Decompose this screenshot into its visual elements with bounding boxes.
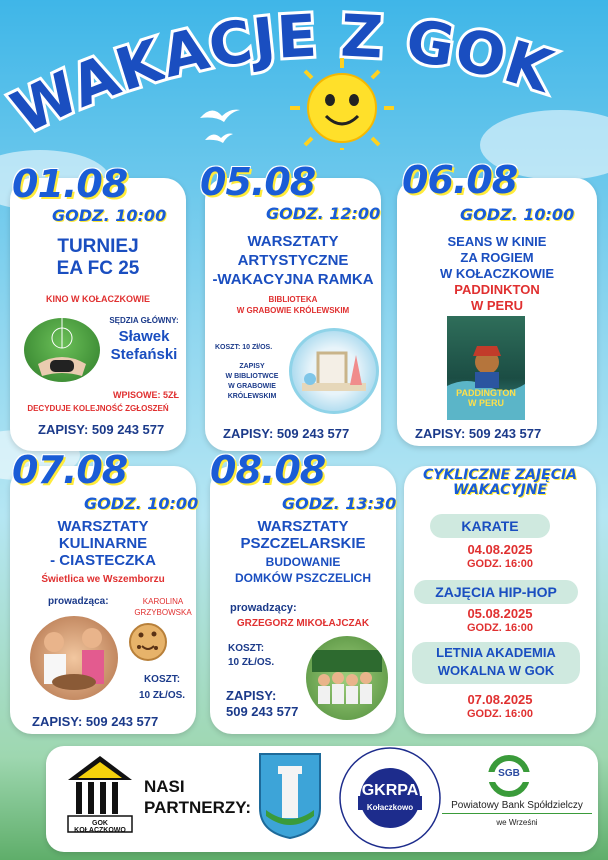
event-date: 06.08	[402, 158, 518, 202]
event-date: 08.08	[210, 448, 326, 492]
event-signup: ZAPISY: 509 243 577	[38, 422, 165, 437]
birds-icon	[200, 110, 240, 143]
leader-name: GRZYBOWSKA	[134, 608, 192, 617]
event-title-line: W KOŁACZKOWIE	[439, 266, 555, 281]
event-time: GODZ. 10:00	[52, 206, 167, 225]
event-cost: KOSZT:	[143, 674, 181, 685]
poster-title: PADDINGTON	[456, 388, 516, 398]
event-time: GODZ. 13:30	[282, 494, 397, 513]
event-note: KRÓLEWSKIM	[227, 393, 277, 400]
event-signup: ZAPISY: 509 243 577	[223, 426, 350, 441]
frame-craft-photo	[289, 328, 379, 414]
event-signup: ZAPISY:	[226, 688, 277, 703]
event-title-line: ZA ROGIEM	[460, 250, 534, 265]
event-place: KINO W KOŁACZKOWIE	[46, 294, 150, 304]
gkrpa-logo-text: GKRPA	[361, 782, 419, 799]
leader-name: KAROLINA	[142, 597, 184, 606]
cyclic-item-name: LETNIA AKADEMIA	[436, 645, 556, 660]
cyclic-item-time: GODZ. 16:00	[466, 622, 534, 634]
event-order-note: DECYDUJE KOLEJNOŚĆ ZGŁOSZEŃ	[27, 404, 169, 413]
event-date: 01.08	[12, 162, 128, 206]
leader-name: GRZEGORZ MIKOŁAJCZAK	[236, 618, 370, 629]
cyclic-item-date: 07.08.2025	[467, 692, 533, 707]
event-signup: ZAPISY: 509 243 577	[415, 426, 542, 441]
leader-label: prowadzący:	[230, 602, 297, 614]
event-title-line: -WAKACYJNA RAMKA	[212, 271, 374, 288]
event-cost: 10 ZŁ/OS.	[228, 657, 275, 668]
event-title-line: BUDOWANIE	[265, 555, 341, 569]
gaming-photo	[24, 318, 100, 382]
event-note: W GRABOWIE	[228, 383, 276, 390]
event-note: W BIBLIOTWCE	[225, 373, 279, 380]
event-place: BIBLIOTEKA	[268, 295, 318, 304]
event-place: W GRABOWIE KRÓLEWSKIM	[236, 306, 350, 315]
event-title-line: WARSZTATY	[247, 233, 339, 250]
event-title-line: SEANS W KINIE	[447, 234, 547, 249]
event-place: Świetlica we Wszemborzu	[41, 574, 165, 585]
event-time: GODZ. 12:00	[266, 204, 381, 223]
cyclic-item-time: GODZ. 16:00	[466, 708, 534, 720]
partners-bar	[46, 746, 598, 852]
cookie-icon	[126, 620, 170, 664]
referee-label: SĘDZIA GŁÓWNY:	[109, 316, 179, 325]
event-title-line: WARSZTATY	[57, 518, 149, 535]
referee-name: Sławek	[118, 328, 170, 345]
leader-label: prowadząca:	[48, 596, 109, 607]
event-time: GODZ. 10:00	[460, 205, 575, 224]
movie-poster	[447, 316, 525, 420]
event-title-line: EA FC 25	[56, 258, 140, 279]
coat-of-arms-icon	[258, 752, 322, 840]
event-title-line: PSZCZELARSKIE	[240, 535, 366, 552]
partners-label: NASI	[144, 777, 185, 796]
cyclic-item-time: GODZ. 16:00	[466, 558, 534, 570]
cyclic-item-date: 04.08.2025	[467, 542, 533, 557]
event-title-line: ARTYSTYCZNE	[237, 252, 349, 269]
cyclic-item-date: 05.08.2025	[467, 606, 533, 621]
title-banner	[0, 0, 608, 150]
beekeeping-photo	[306, 636, 388, 720]
gok-logo-text: GOK KOŁACZKOWO	[74, 820, 126, 834]
poster-title: W PERU	[468, 398, 504, 408]
event-cost: KOSZT: 10 Zł/OS.	[215, 344, 273, 351]
gkrpa-logo-subtext: Kołaczkowo	[366, 803, 414, 812]
event-title-line: - CIASTECZKA	[50, 552, 156, 569]
event-signup: 509 243 577	[226, 704, 299, 719]
event-date: 07.08	[12, 448, 128, 492]
cyclic-card	[404, 466, 596, 734]
event-signup: ZAPISY: 509 243 577	[32, 714, 159, 729]
event-note: ZAPISY	[239, 363, 265, 370]
cyclic-item-name: ZAJĘCIA HIP-HOP	[414, 580, 578, 604]
movie-title: PADDINKTON	[454, 282, 540, 297]
event-date: 05.08	[200, 160, 316, 204]
page-title: WAKACJE Z GOK	[1, 1, 561, 148]
sgb-logo-text: SGB	[498, 768, 520, 779]
movie-title: W PERU	[471, 298, 523, 313]
bank-city: we Wrześni	[496, 818, 538, 827]
event-cost: KOSZT:	[228, 643, 265, 654]
event-cost: 10 ZŁ/OS.	[138, 690, 186, 701]
event-title-line: TURNIEJ	[57, 236, 139, 257]
event-title-line: KULINARNE	[58, 535, 148, 552]
partners-label: PARTNERZY:	[144, 798, 252, 817]
cyclic-item-name: KARATE	[430, 514, 550, 538]
sun-icon	[290, 58, 394, 150]
event-title-line: DOMKÓW PSZCZELICH	[235, 571, 371, 585]
cyclic-title: WAKACYJNE	[453, 482, 547, 498]
event-title-line: WARSZTATY	[257, 518, 349, 535]
cyclic-title: CYKLICZNE ZAJĘCIA	[422, 467, 578, 483]
bank-name: Powiatowy Bank Spółdzielczy	[442, 800, 592, 814]
svg-text:WAKACJE Z GOK	[2, 1, 562, 147]
event-fee: WPISOWE: 5ZŁ	[113, 390, 179, 400]
cyclic-item-name: WOKALNA W GOK	[437, 663, 555, 678]
event-time: GODZ. 10:00	[84, 494, 199, 513]
referee-name: Stefański	[110, 346, 178, 363]
cooking-photo	[30, 616, 118, 700]
